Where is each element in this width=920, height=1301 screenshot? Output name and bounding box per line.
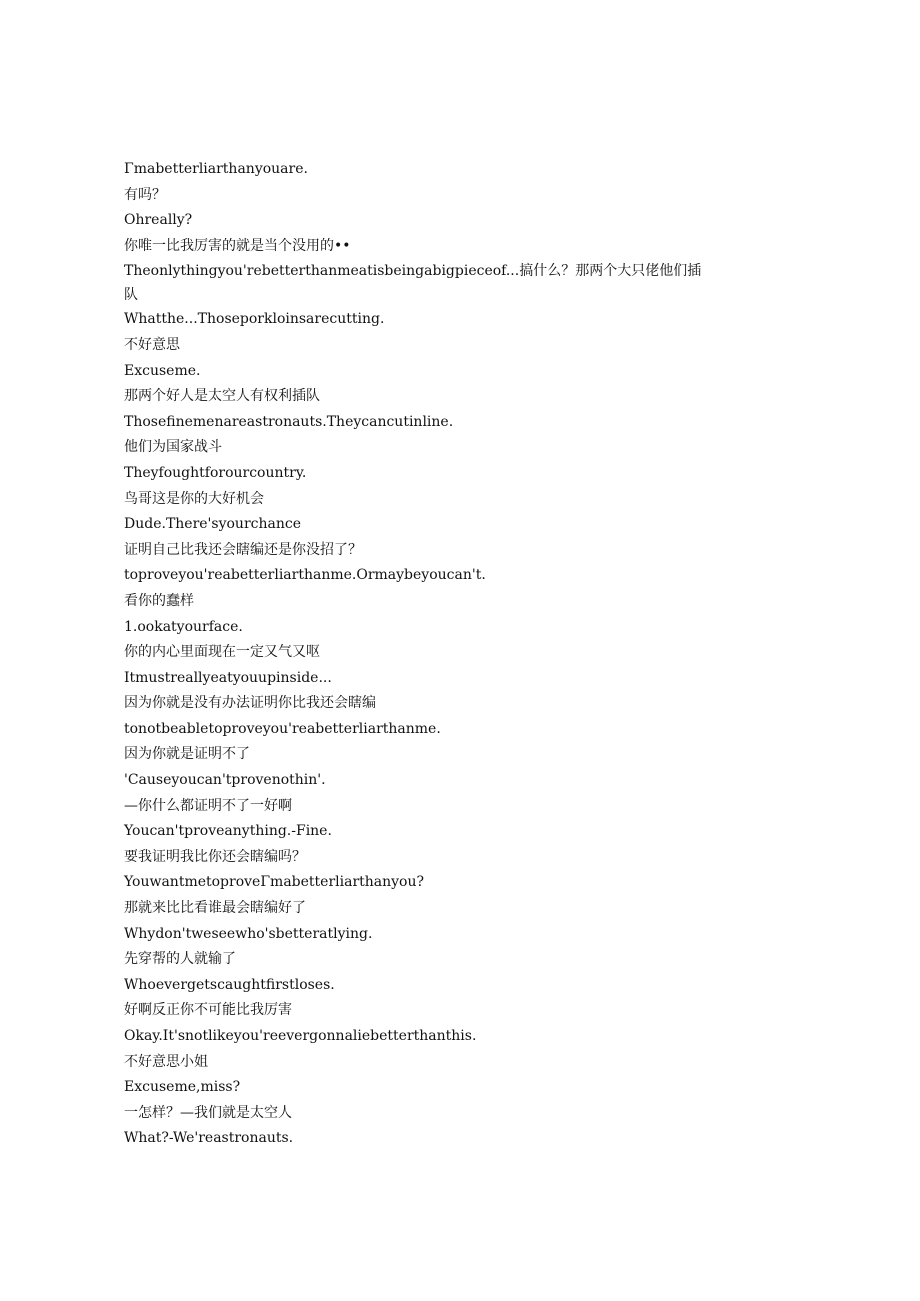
transcript-line: Okay.It'snotlikeyou'reevergonnaliebetterthanthis. xyxy=(124,1028,477,1044)
transcript-line: YouwantmetoproveΓmabetterliarthanyou? xyxy=(124,874,425,891)
transcript-line: Ohreally? xyxy=(124,212,193,229)
transcript-line: 因为你就是证明不了 xyxy=(124,746,250,763)
transcript-line: 他们为国家战斗 xyxy=(124,439,222,456)
transcript-line: toproveyou'reabetterliarthanme.Ormaybeyoucan't. xyxy=(124,567,486,584)
transcript-line: Whydon'tweseewho'sbetteratlying. xyxy=(124,925,373,942)
transcript-line: Γmabetterliarthanyouare. xyxy=(124,161,308,177)
transcript-line: 有吗？ xyxy=(124,186,166,203)
transcript-line: 鸟哥这是你的大好机会 xyxy=(124,490,264,507)
transcript-line: Itmustreallyeatyouupinside... xyxy=(124,669,332,686)
transcript-line: Theyfoughtforourcountry. xyxy=(124,464,307,481)
transcript-line: Whatthe...Thoseporkloinsarecutting. xyxy=(124,311,385,328)
transcript-line: 看你的蠢样 xyxy=(124,592,194,609)
transcript-line: tonotbeabletoproveyou'reabetterliarthanme. xyxy=(124,720,441,737)
transcript-line: 你唯一比我厉害的就是当个没用的•• xyxy=(124,237,351,254)
transcript-line: 要我证明我比你还会瞎编吗？ xyxy=(124,848,306,865)
transcript-line: 不好意思 xyxy=(124,336,180,353)
transcript-line: 你的内心里面现在一定又气又呕 xyxy=(124,644,320,661)
transcript-page xyxy=(124,157,804,1152)
transcript-line: Youcan'tproveanything.-Fine. xyxy=(124,823,332,840)
transcript-line: 不好意思小姐 xyxy=(124,1053,208,1070)
transcript-line: 先穿帮的人就输了 xyxy=(124,951,236,968)
transcript-line: 那就来比比看谁最会瞎编好了 xyxy=(124,900,306,917)
transcript-line: 因为你就是没有办法证明你比我还会瞎编 xyxy=(124,695,376,712)
transcript-line: Thosefinemenareastronauts.Theycancutinline. xyxy=(124,413,454,430)
transcript-line: Whoevergetscaughtfirstloses. xyxy=(124,976,335,993)
transcript-line: Dude.There'syourchance xyxy=(124,516,301,533)
transcript-line: 'Causeyoucan'tprovenothin'. xyxy=(124,772,326,789)
transcript-line: Excuseme. xyxy=(124,362,201,379)
transcript-line: 1.ookatyourface. xyxy=(124,618,243,635)
transcript-line: 那两个好人是太空人有权利插队 xyxy=(124,388,320,405)
transcript-line: 好啊反正你不可能比我厉害 xyxy=(124,1002,292,1019)
transcript-line: Excuseme,miss? xyxy=(124,1079,241,1096)
transcript-line: —你什么都证明不了一好啊 xyxy=(124,797,292,814)
transcript-line: What?-We'reastronauts. xyxy=(124,1130,294,1147)
transcript-line: 一怎样？—我们就是太空人 xyxy=(124,1104,292,1121)
transcript-line: 证明自己比我还会瞎编还是你没招了？ xyxy=(124,541,362,558)
transcript-line: Theonlythingyou'rebetterthanmeatisbeingabigpieceof...搞什么？那两个大只佬他们插队 xyxy=(124,263,702,304)
